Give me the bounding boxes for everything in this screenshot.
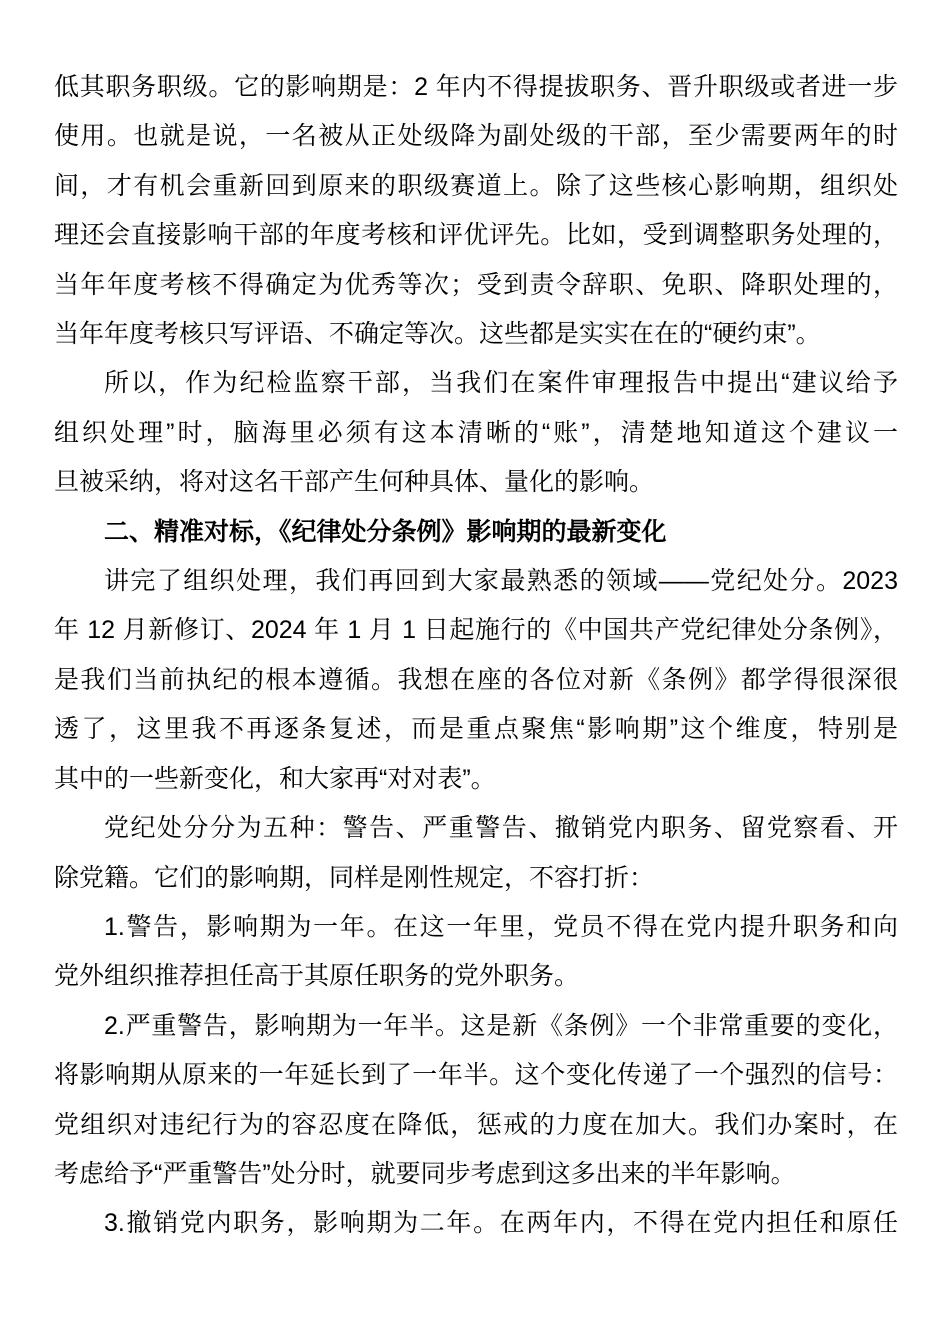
text-line: 党外组织推荐担任高于其原任职务的党外职务。 — [54, 962, 580, 991]
text-line: 党组织对违纪行为的容忍度在降低，惩戒的力度在加大。我们办案时，在 — [54, 1110, 898, 1139]
paragraph — [54, 63, 898, 359]
text-line: 党纪处分分为五种：警告、严重警告、撤销党内职务、留党察看、开 — [104, 814, 898, 843]
text-line: 二、精准对标，《纪律处分条例》影响期的最新变化 — [104, 517, 667, 546]
text-line: 当年年度考核只写评语、不确定等次。这些都是实实在在的“硬约束”。 — [54, 320, 821, 349]
paragraph — [54, 804, 898, 903]
paragraph — [54, 359, 898, 507]
paragraph — [54, 557, 898, 804]
text-line: 1.警告，影响期为一年。在这一年里，党员不得在党内提升职务和向 — [104, 912, 898, 941]
text-line: 使用。也就是说，一名被从正处级降为副处级的干部，至少需要两年的时 — [54, 122, 898, 151]
text-line: 年 12 月新修订、2024 年 1 月 1 日起施行的《中国共产党纪律处分条例》， — [54, 616, 898, 645]
text-line: 所以，作为纪检监察干部，当我们在案件审理报告中提出“建议给予 — [104, 369, 898, 398]
text-line: 2.严重警告，影响期为一年半。这是新《条例》一个非常重要的变化， — [104, 1011, 898, 1040]
text-line: 除党籍。它们的影响期，同样是刚性规定，不容打折： — [54, 863, 655, 892]
text-line: 理还会直接影响干部的年度考核和评优评先。比如，受到调整职务处理的， — [54, 221, 898, 250]
text-line: 是我们当前执纪的根本遵循。我想在座的各位对新《条例》都学得很深很 — [54, 665, 898, 694]
section-heading — [54, 508, 898, 557]
text-line: 考虑给予“严重警告”处分时，就要同步考虑到这多出来的半年影响。 — [54, 1159, 796, 1188]
text-line: 当年年度考核不得确定为优秀等次；受到责令辞职、免职、降职处理的， — [54, 270, 898, 299]
text-line: 间，才有机会重新回到原来的职级赛道上。除了这些核心影响期，组织处 — [54, 171, 898, 200]
text-line: 组织处理”时，脑海里必须有这本清晰的“账”，清楚地知道这个建议一 — [54, 418, 898, 447]
text-line: 透了，这里我不再逐条复述，而是重点聚焦“影响期”这个维度，特别是 — [54, 715, 898, 744]
text-line: 将影响期从原来的一年延长到了一年半。这个变化传递了一个强烈的信号： — [54, 1061, 898, 1090]
text-line: 讲完了组织处理，我们再回到大家最熟悉的领域——党纪处分。2023 — [104, 567, 898, 596]
paragraph — [54, 1199, 898, 1248]
paragraph — [54, 1002, 898, 1200]
text-line: 旦被采纳，将对这名干部产生何种具体、量化的影响。 — [54, 468, 655, 497]
text-line: 低其职务职级。它的影响期是：2 年内不得提拔职务、晋升职级或者进一步 — [54, 73, 898, 101]
text-line: 3.撤销党内职务，影响期为二年。在两年内，不得在党内担任和原任 — [104, 1209, 898, 1238]
text-line: 其中的一些新变化，和大家再“对对表”。 — [54, 764, 496, 793]
paragraph — [54, 903, 898, 1002]
